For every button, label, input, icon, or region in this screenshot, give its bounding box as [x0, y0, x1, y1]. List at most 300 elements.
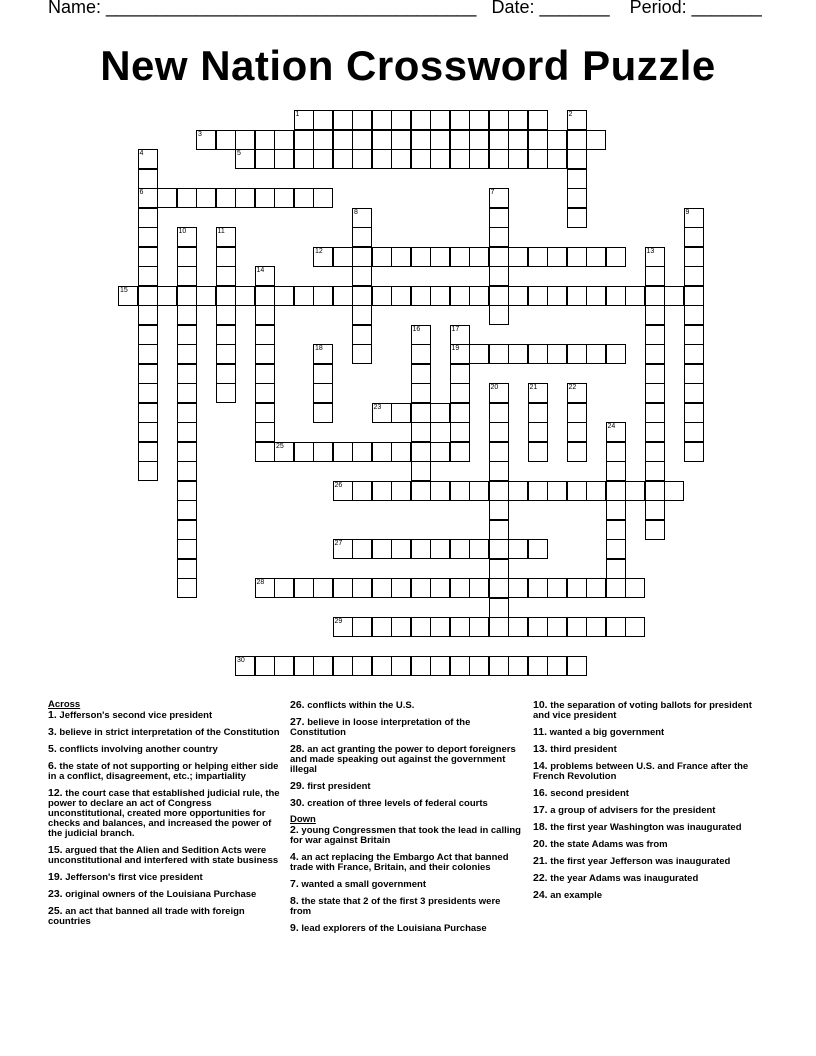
- grid-cell[interactable]: [489, 208, 509, 228]
- grid-cell[interactable]: [450, 617, 470, 637]
- grid-cell[interactable]: [352, 227, 372, 247]
- grid-cell[interactable]: [372, 149, 392, 169]
- grid-cell[interactable]: [489, 578, 509, 598]
- grid-cell[interactable]: [138, 383, 158, 403]
- grid-cell[interactable]: [606, 247, 626, 267]
- grid-cell[interactable]: [255, 188, 275, 208]
- grid-cell[interactable]: [294, 442, 314, 462]
- grid-cell[interactable]: [606, 442, 626, 462]
- grid-cell[interactable]: [489, 383, 509, 403]
- grid-cell[interactable]: [216, 364, 236, 384]
- grid-cell[interactable]: [255, 422, 275, 442]
- grid-cell[interactable]: [313, 286, 333, 306]
- grid-cell[interactable]: [645, 266, 665, 286]
- grid-cell[interactable]: [177, 461, 197, 481]
- grid-cell[interactable]: [625, 286, 645, 306]
- grid-cell[interactable]: [255, 149, 275, 169]
- grid-cell[interactable]: [430, 539, 450, 559]
- grid-cell[interactable]: [216, 266, 236, 286]
- grid-cell[interactable]: [508, 247, 528, 267]
- grid-cell[interactable]: [508, 578, 528, 598]
- grid-cell[interactable]: [352, 656, 372, 676]
- grid-cell[interactable]: [352, 481, 372, 501]
- grid-cell[interactable]: [352, 578, 372, 598]
- grid-cell[interactable]: [216, 305, 236, 325]
- grid-cell[interactable]: [684, 305, 704, 325]
- grid-cell[interactable]: [216, 247, 236, 267]
- grid-cell[interactable]: [450, 110, 470, 130]
- grid-cell[interactable]: [391, 110, 411, 130]
- grid-cell[interactable]: [567, 383, 587, 403]
- grid-cell[interactable]: [138, 325, 158, 345]
- grid-cell[interactable]: [528, 344, 548, 364]
- grid-cell[interactable]: [196, 188, 216, 208]
- grid-cell[interactable]: [469, 130, 489, 150]
- grid-cell[interactable]: [411, 149, 431, 169]
- grid-cell[interactable]: [138, 422, 158, 442]
- grid-cell[interactable]: [625, 617, 645, 637]
- grid-cell[interactable]: [567, 344, 587, 364]
- grid-cell[interactable]: [411, 325, 431, 345]
- grid-cell[interactable]: [333, 578, 353, 598]
- grid-cell[interactable]: [313, 383, 333, 403]
- grid-cell[interactable]: [391, 442, 411, 462]
- grid-cell[interactable]: [586, 344, 606, 364]
- grid-cell[interactable]: [255, 344, 275, 364]
- grid-cell[interactable]: [469, 656, 489, 676]
- grid-cell[interactable]: [333, 110, 353, 130]
- grid-cell[interactable]: [411, 578, 431, 598]
- grid-cell[interactable]: [469, 149, 489, 169]
- grid-cell[interactable]: [684, 422, 704, 442]
- grid-cell[interactable]: [352, 266, 372, 286]
- grid-cell[interactable]: [372, 403, 392, 423]
- grid-cell[interactable]: [138, 227, 158, 247]
- grid-cell[interactable]: [411, 130, 431, 150]
- grid-cell[interactable]: [450, 364, 470, 384]
- grid-cell[interactable]: [528, 149, 548, 169]
- grid-cell[interactable]: [645, 247, 665, 267]
- grid-cell[interactable]: [547, 130, 567, 150]
- grid-cell[interactable]: [352, 442, 372, 462]
- grid-cell[interactable]: [625, 481, 645, 501]
- grid-cell[interactable]: [255, 656, 275, 676]
- grid-cell[interactable]: [313, 344, 333, 364]
- grid-cell[interactable]: [684, 383, 704, 403]
- grid-cell[interactable]: [255, 325, 275, 345]
- grid-cell[interactable]: [333, 130, 353, 150]
- grid-cell[interactable]: [411, 286, 431, 306]
- grid-cell[interactable]: [294, 130, 314, 150]
- grid-cell[interactable]: [138, 364, 158, 384]
- grid-cell[interactable]: [235, 286, 255, 306]
- grid-cell[interactable]: [294, 286, 314, 306]
- grid-cell[interactable]: [567, 130, 587, 150]
- grid-cell[interactable]: [352, 344, 372, 364]
- grid-cell[interactable]: [645, 383, 665, 403]
- grid-cell[interactable]: [216, 286, 236, 306]
- grid-cell[interactable]: [450, 325, 470, 345]
- grid-cell[interactable]: [450, 130, 470, 150]
- grid-cell[interactable]: [586, 247, 606, 267]
- grid-cell[interactable]: [664, 286, 684, 306]
- grid-cell[interactable]: [606, 344, 626, 364]
- grid-cell[interactable]: [157, 188, 177, 208]
- grid-cell[interactable]: [528, 130, 548, 150]
- grid-cell[interactable]: [567, 110, 587, 130]
- grid-cell[interactable]: [489, 461, 509, 481]
- grid-cell[interactable]: [528, 383, 548, 403]
- grid-cell[interactable]: [489, 286, 509, 306]
- grid-cell[interactable]: [138, 149, 158, 169]
- grid-cell[interactable]: [333, 617, 353, 637]
- grid-cell[interactable]: [489, 500, 509, 520]
- grid-cell[interactable]: [216, 188, 236, 208]
- grid-cell[interactable]: [645, 481, 665, 501]
- grid-cell[interactable]: [255, 130, 275, 150]
- grid-cell[interactable]: [372, 247, 392, 267]
- grid-cell[interactable]: [235, 188, 255, 208]
- grid-cell[interactable]: [177, 266, 197, 286]
- grid-cell[interactable]: [645, 461, 665, 481]
- grid-cell[interactable]: [547, 578, 567, 598]
- grid-cell[interactable]: [333, 442, 353, 462]
- grid-cell[interactable]: [547, 247, 567, 267]
- grid-cell[interactable]: [411, 344, 431, 364]
- grid-cell[interactable]: [684, 208, 704, 228]
- grid-cell[interactable]: [508, 149, 528, 169]
- grid-cell[interactable]: [138, 266, 158, 286]
- grid-cell[interactable]: [606, 422, 626, 442]
- grid-cell[interactable]: [684, 247, 704, 267]
- grid-cell[interactable]: [313, 403, 333, 423]
- grid-cell[interactable]: [196, 286, 216, 306]
- grid-cell[interactable]: [567, 422, 587, 442]
- grid-cell[interactable]: [684, 442, 704, 462]
- grid-cell[interactable]: [528, 617, 548, 637]
- grid-cell[interactable]: [333, 247, 353, 267]
- grid-cell[interactable]: [255, 403, 275, 423]
- grid-cell[interactable]: [508, 539, 528, 559]
- grid-cell[interactable]: [177, 520, 197, 540]
- grid-cell[interactable]: [274, 442, 294, 462]
- grid-cell[interactable]: [430, 149, 450, 169]
- grid-cell[interactable]: [469, 286, 489, 306]
- grid-cell[interactable]: [255, 286, 275, 306]
- grid-cell[interactable]: [430, 481, 450, 501]
- name-blank[interactable]: _____________________________________: [106, 0, 477, 17]
- grid-cell[interactable]: [645, 364, 665, 384]
- grid-cell[interactable]: [372, 617, 392, 637]
- grid-cell[interactable]: [645, 286, 665, 306]
- grid-cell[interactable]: [177, 286, 197, 306]
- grid-cell[interactable]: [489, 188, 509, 208]
- grid-cell[interactable]: [469, 578, 489, 598]
- grid-cell[interactable]: [333, 656, 353, 676]
- grid-cell[interactable]: [469, 481, 489, 501]
- grid-cell[interactable]: [450, 578, 470, 598]
- grid-cell[interactable]: [430, 617, 450, 637]
- grid-cell[interactable]: [450, 539, 470, 559]
- grid-cell[interactable]: [528, 286, 548, 306]
- grid-cell[interactable]: [274, 188, 294, 208]
- grid-cell[interactable]: [177, 188, 197, 208]
- grid-cell[interactable]: [450, 344, 470, 364]
- grid-cell[interactable]: [352, 149, 372, 169]
- grid-cell[interactable]: [391, 617, 411, 637]
- grid-cell[interactable]: [528, 539, 548, 559]
- grid-cell[interactable]: [489, 344, 509, 364]
- grid-cell[interactable]: [547, 344, 567, 364]
- grid-cell[interactable]: [567, 578, 587, 598]
- grid-cell[interactable]: [372, 656, 392, 676]
- grid-cell[interactable]: [411, 617, 431, 637]
- grid-cell[interactable]: [430, 442, 450, 462]
- grid-cell[interactable]: [508, 481, 528, 501]
- grid-cell[interactable]: [391, 130, 411, 150]
- grid-cell[interactable]: [294, 578, 314, 598]
- grid-cell[interactable]: [411, 481, 431, 501]
- grid-cell[interactable]: [684, 266, 704, 286]
- grid-cell[interactable]: [138, 169, 158, 189]
- grid-cell[interactable]: [255, 305, 275, 325]
- grid-cell[interactable]: [684, 364, 704, 384]
- grid-cell[interactable]: [216, 344, 236, 364]
- grid-cell[interactable]: [294, 110, 314, 130]
- grid-cell[interactable]: [469, 539, 489, 559]
- grid-cell[interactable]: [216, 383, 236, 403]
- grid-cell[interactable]: [606, 559, 626, 579]
- grid-cell[interactable]: [411, 442, 431, 462]
- grid-cell[interactable]: [567, 149, 587, 169]
- grid-cell[interactable]: [313, 149, 333, 169]
- grid-cell[interactable]: [430, 247, 450, 267]
- grid-cell[interactable]: [625, 578, 645, 598]
- grid-cell[interactable]: [313, 656, 333, 676]
- grid-cell[interactable]: [294, 149, 314, 169]
- grid-cell[interactable]: [606, 461, 626, 481]
- grid-cell[interactable]: [391, 247, 411, 267]
- grid-cell[interactable]: [177, 500, 197, 520]
- grid-cell[interactable]: [489, 247, 509, 267]
- date-blank[interactable]: _______: [539, 0, 610, 17]
- grid-cell[interactable]: [274, 130, 294, 150]
- grid-cell[interactable]: [391, 539, 411, 559]
- grid-cell[interactable]: [489, 227, 509, 247]
- grid-cell[interactable]: [352, 286, 372, 306]
- grid-cell[interactable]: [508, 286, 528, 306]
- grid-cell[interactable]: [645, 442, 665, 462]
- grid-cell[interactable]: [489, 520, 509, 540]
- grid-cell[interactable]: [586, 481, 606, 501]
- grid-cell[interactable]: [547, 481, 567, 501]
- grid-cell[interactable]: [372, 110, 392, 130]
- grid-cell[interactable]: [450, 422, 470, 442]
- grid-cell[interactable]: [450, 286, 470, 306]
- grid-cell[interactable]: [567, 208, 587, 228]
- grid-cell[interactable]: [411, 656, 431, 676]
- grid-cell[interactable]: [138, 188, 158, 208]
- grid-cell[interactable]: [606, 617, 626, 637]
- grid-cell[interactable]: [489, 559, 509, 579]
- grid-cell[interactable]: [138, 286, 158, 306]
- grid-cell[interactable]: [547, 617, 567, 637]
- grid-cell[interactable]: [255, 383, 275, 403]
- grid-cell[interactable]: [333, 481, 353, 501]
- period-blank[interactable]: _______: [691, 0, 762, 17]
- grid-cell[interactable]: [274, 149, 294, 169]
- grid-cell[interactable]: [489, 617, 509, 637]
- grid-cell[interactable]: [450, 656, 470, 676]
- grid-cell[interactable]: [255, 364, 275, 384]
- grid-cell[interactable]: [411, 247, 431, 267]
- grid-cell[interactable]: [567, 403, 587, 423]
- grid-cell[interactable]: [235, 130, 255, 150]
- grid-cell[interactable]: [664, 481, 684, 501]
- grid-cell[interactable]: [469, 344, 489, 364]
- grid-cell[interactable]: [645, 422, 665, 442]
- grid-cell[interactable]: [547, 149, 567, 169]
- grid-cell[interactable]: [274, 286, 294, 306]
- grid-cell[interactable]: [430, 130, 450, 150]
- grid-cell[interactable]: [586, 286, 606, 306]
- grid-cell[interactable]: [177, 364, 197, 384]
- grid-cell[interactable]: [606, 286, 626, 306]
- grid-cell[interactable]: [177, 481, 197, 501]
- grid-cell[interactable]: [450, 442, 470, 462]
- grid-cell[interactable]: [586, 578, 606, 598]
- grid-cell[interactable]: [177, 422, 197, 442]
- grid-cell[interactable]: [430, 403, 450, 423]
- grid-cell[interactable]: [138, 344, 158, 364]
- grid-cell[interactable]: [255, 266, 275, 286]
- grid-cell[interactable]: [313, 110, 333, 130]
- grid-cell[interactable]: [177, 403, 197, 423]
- grid-cell[interactable]: [313, 442, 333, 462]
- grid-cell[interactable]: [294, 188, 314, 208]
- grid-cell[interactable]: [411, 364, 431, 384]
- grid-cell[interactable]: [489, 266, 509, 286]
- grid-cell[interactable]: [508, 617, 528, 637]
- grid-cell[interactable]: [528, 481, 548, 501]
- grid-cell[interactable]: [352, 130, 372, 150]
- grid-cell[interactable]: [489, 149, 509, 169]
- grid-cell[interactable]: [469, 110, 489, 130]
- grid-cell[interactable]: [313, 578, 333, 598]
- grid-cell[interactable]: [177, 383, 197, 403]
- grid-cell[interactable]: [489, 656, 509, 676]
- grid-cell[interactable]: [645, 500, 665, 520]
- grid-cell[interactable]: [606, 481, 626, 501]
- grid-cell[interactable]: [177, 325, 197, 345]
- grid-cell[interactable]: [177, 227, 197, 247]
- grid-cell[interactable]: [313, 188, 333, 208]
- grid-cell[interactable]: [645, 305, 665, 325]
- grid-cell[interactable]: [528, 422, 548, 442]
- grid-cell[interactable]: [508, 130, 528, 150]
- grid-cell[interactable]: [372, 481, 392, 501]
- grid-cell[interactable]: [177, 442, 197, 462]
- grid-cell[interactable]: [450, 247, 470, 267]
- grid-cell[interactable]: [255, 578, 275, 598]
- grid-cell[interactable]: [411, 403, 431, 423]
- grid-cell[interactable]: [352, 208, 372, 228]
- grid-cell[interactable]: [391, 481, 411, 501]
- grid-cell[interactable]: [138, 305, 158, 325]
- grid-cell[interactable]: [313, 247, 333, 267]
- grid-cell[interactable]: [391, 656, 411, 676]
- grid-cell[interactable]: [430, 656, 450, 676]
- grid-cell[interactable]: [528, 110, 548, 130]
- grid-cell[interactable]: [352, 617, 372, 637]
- grid-cell[interactable]: [508, 110, 528, 130]
- grid-cell[interactable]: [684, 227, 704, 247]
- grid-cell[interactable]: [333, 286, 353, 306]
- grid-cell[interactable]: [528, 247, 548, 267]
- grid-cell[interactable]: [489, 539, 509, 559]
- grid-cell[interactable]: [274, 656, 294, 676]
- grid-cell[interactable]: [586, 617, 606, 637]
- grid-cell[interactable]: [274, 578, 294, 598]
- grid-cell[interactable]: [333, 539, 353, 559]
- grid-cell[interactable]: [177, 344, 197, 364]
- grid-cell[interactable]: [177, 305, 197, 325]
- grid-cell[interactable]: [138, 403, 158, 423]
- grid-cell[interactable]: [372, 539, 392, 559]
- grid-cell[interactable]: [567, 247, 587, 267]
- grid-cell[interactable]: [391, 286, 411, 306]
- grid-cell[interactable]: [606, 520, 626, 540]
- grid-cell[interactable]: [411, 422, 431, 442]
- grid-cell[interactable]: [684, 403, 704, 423]
- grid-cell[interactable]: [352, 305, 372, 325]
- grid-cell[interactable]: [450, 481, 470, 501]
- grid-cell[interactable]: [235, 149, 255, 169]
- grid-cell[interactable]: [450, 383, 470, 403]
- grid-cell[interactable]: [177, 247, 197, 267]
- grid-cell[interactable]: [313, 364, 333, 384]
- grid-cell[interactable]: [645, 325, 665, 345]
- grid-cell[interactable]: [528, 578, 548, 598]
- grid-cell[interactable]: [528, 442, 548, 462]
- grid-cell[interactable]: [547, 286, 567, 306]
- grid-cell[interactable]: [567, 481, 587, 501]
- grid-cell[interactable]: [391, 149, 411, 169]
- grid-cell[interactable]: [645, 403, 665, 423]
- grid-cell[interactable]: [430, 110, 450, 130]
- grid-cell[interactable]: [138, 208, 158, 228]
- grid-cell[interactable]: [567, 617, 587, 637]
- grid-cell[interactable]: [313, 130, 333, 150]
- grid-cell[interactable]: [508, 344, 528, 364]
- grid-cell[interactable]: [489, 110, 509, 130]
- grid-cell[interactable]: [352, 247, 372, 267]
- grid-cell[interactable]: [138, 461, 158, 481]
- grid-cell[interactable]: [411, 110, 431, 130]
- grid-cell[interactable]: [138, 247, 158, 267]
- grid-cell[interactable]: [294, 656, 314, 676]
- grid-cell[interactable]: [216, 325, 236, 345]
- grid-cell[interactable]: [489, 422, 509, 442]
- grid-cell[interactable]: [138, 442, 158, 462]
- grid-cell[interactable]: [177, 539, 197, 559]
- grid-cell[interactable]: [606, 578, 626, 598]
- grid-cell[interactable]: [430, 578, 450, 598]
- grid-cell[interactable]: [333, 149, 353, 169]
- grid-cell[interactable]: [684, 286, 704, 306]
- grid-cell[interactable]: [216, 130, 236, 150]
- grid-cell[interactable]: [645, 344, 665, 364]
